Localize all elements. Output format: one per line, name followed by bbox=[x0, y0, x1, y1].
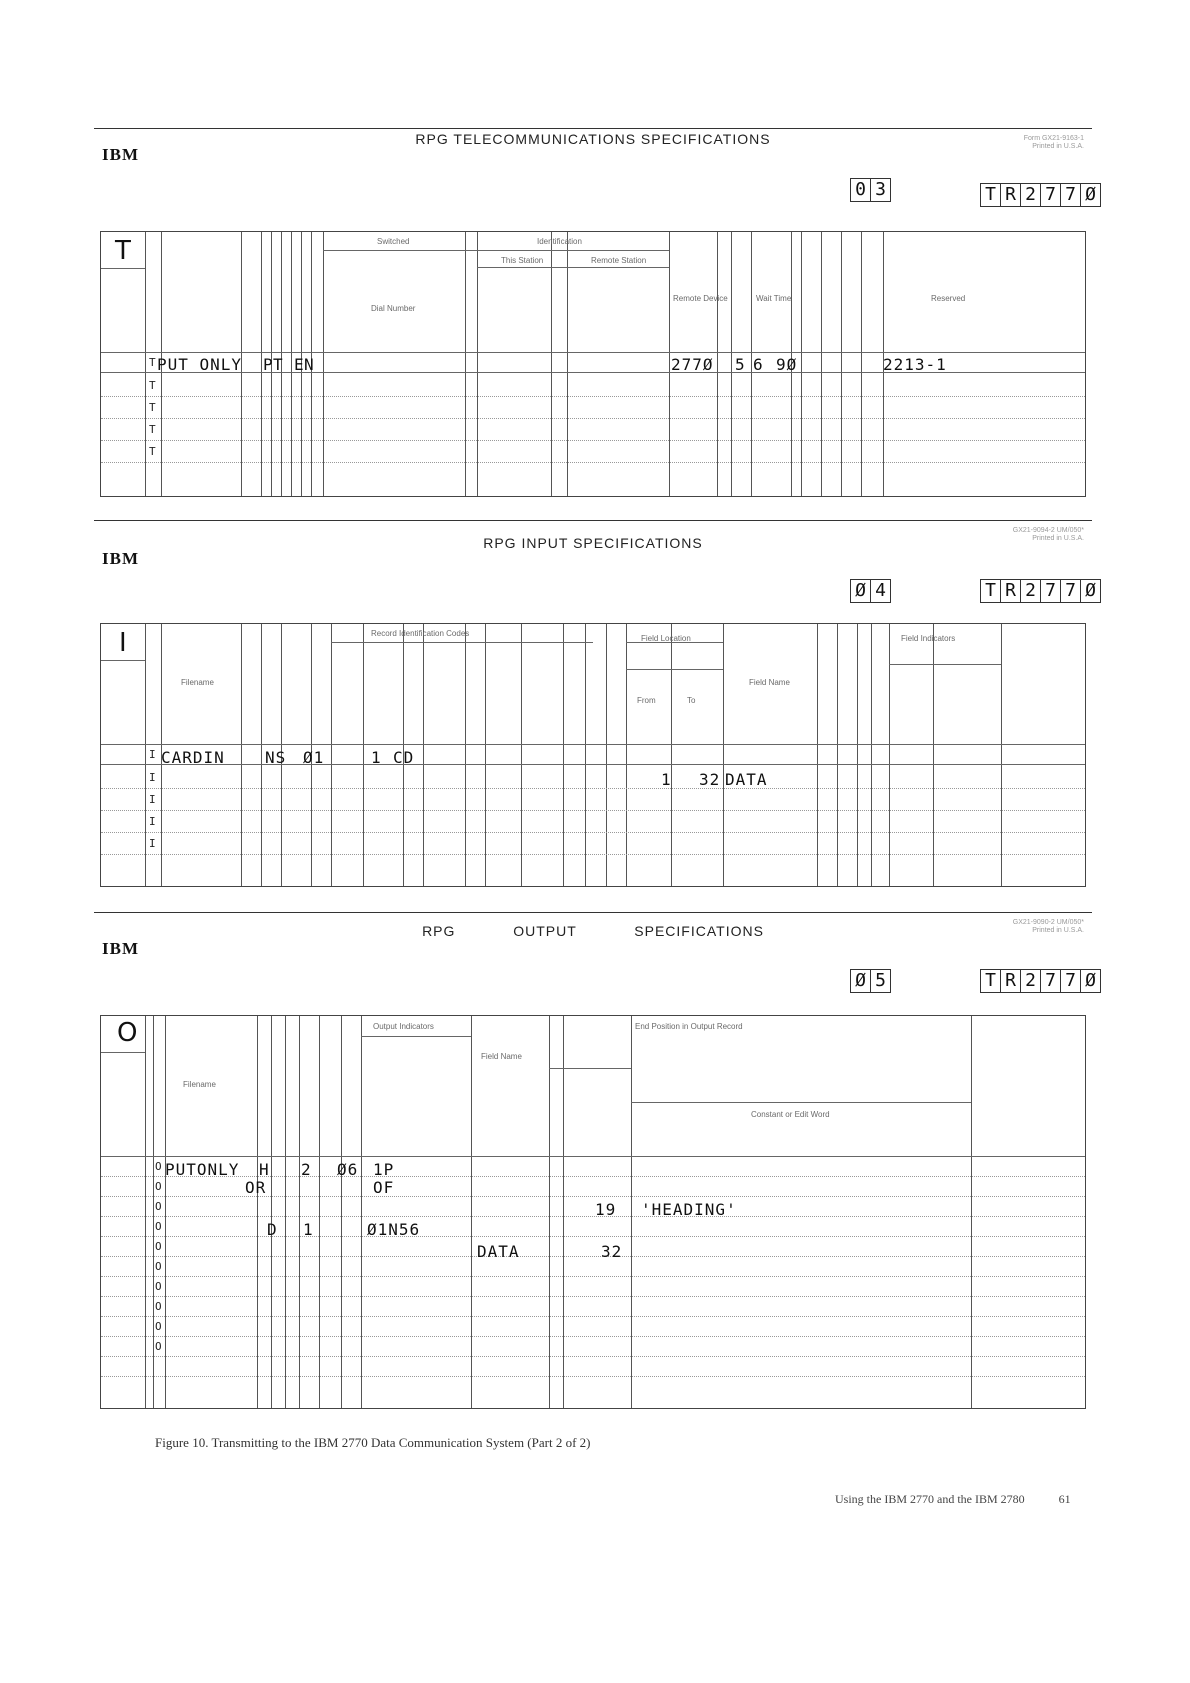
row-mark: O bbox=[155, 1220, 162, 1233]
record-id-header: Record Identification Codes bbox=[371, 629, 470, 638]
page-digit: 4 bbox=[871, 579, 891, 603]
output-title-rpg: RPG bbox=[422, 923, 456, 939]
id-char: 2 bbox=[1021, 969, 1041, 993]
output-row2-ind: OF bbox=[373, 1178, 395, 1197]
input-to: 32 bbox=[699, 770, 721, 789]
id-char: 7 bbox=[1041, 579, 1061, 603]
id-char: Ø bbox=[1081, 579, 1101, 603]
input-program-id bbox=[980, 579, 1101, 603]
telecom-type2: T bbox=[273, 355, 284, 374]
row-mark: I bbox=[149, 771, 156, 784]
remote-device-header: Remote Device bbox=[673, 294, 728, 303]
input-position: 1 bbox=[371, 748, 382, 767]
field-name-header: Field Name bbox=[481, 1052, 522, 1061]
page-digit: 3 bbox=[871, 178, 891, 202]
input-grid bbox=[100, 623, 1086, 887]
id-char: 7 bbox=[1041, 183, 1061, 207]
output-row4-space: 1 bbox=[303, 1220, 314, 1239]
output-row1-type: H bbox=[259, 1160, 270, 1179]
field-location-header: Field Location bbox=[641, 634, 691, 643]
id-char: R bbox=[1001, 579, 1021, 603]
row-mark: O bbox=[155, 1300, 162, 1313]
output-title-output: OUTPUT bbox=[513, 923, 577, 939]
output-grid bbox=[100, 1015, 1086, 1409]
id-char: 2 bbox=[1021, 579, 1041, 603]
row-mark: I bbox=[149, 815, 156, 828]
telecom-printed: Printed in U.S.A. bbox=[1032, 143, 1084, 150]
id-char: Ø bbox=[1081, 183, 1101, 207]
telecom-mode: E bbox=[294, 355, 305, 374]
row-mark: T bbox=[149, 379, 156, 392]
row-mark: I bbox=[149, 793, 156, 806]
page-digit: Ø bbox=[850, 579, 871, 603]
row-mark: I bbox=[149, 837, 156, 850]
ibm-logo: IBM bbox=[102, 939, 139, 958]
output-title-specifications: SPECIFICATIONS bbox=[634, 923, 764, 939]
output-form-letter: O bbox=[117, 1018, 138, 1048]
input-filename: CARDIN bbox=[161, 748, 225, 767]
telecom-program-id bbox=[980, 183, 1101, 207]
page-number: 61 bbox=[1058, 1492, 1071, 1506]
input-code: CD bbox=[393, 748, 415, 767]
field-name-header: Field Name bbox=[749, 678, 790, 687]
output-row5-end: 32 bbox=[601, 1242, 623, 1261]
row-mark: I bbox=[149, 748, 156, 761]
output-printed: Printed in U.S.A. bbox=[1032, 927, 1084, 934]
output-row1-ind: 1P bbox=[373, 1160, 395, 1179]
telecom-buffer: 6 bbox=[753, 355, 764, 374]
output-row1-skip: Ø6 bbox=[337, 1160, 359, 1179]
input-title: RPG INPUT SPECIFICATIONS bbox=[483, 535, 703, 551]
telecom-title: RPG TELECOMMUNICATIONS SPECIFICATIONS bbox=[415, 131, 771, 147]
input-sequence: NS bbox=[265, 748, 287, 767]
output-row4-type: D bbox=[267, 1220, 278, 1239]
telecom-reserved: 2213-1 bbox=[883, 355, 947, 374]
output-row2-name: OR bbox=[245, 1178, 267, 1197]
ibm-logo: IBM bbox=[102, 549, 139, 568]
output-row1-name: PUTONLY bbox=[165, 1160, 240, 1179]
row-mark: T bbox=[149, 445, 156, 458]
row-mark: O bbox=[155, 1180, 162, 1193]
telecom-wait: 9Ø bbox=[776, 355, 798, 374]
row-mark: O bbox=[155, 1240, 162, 1253]
reserved-header: Reserved bbox=[931, 294, 966, 303]
output-page-number bbox=[850, 969, 891, 993]
telecom-type: P bbox=[263, 355, 274, 374]
remote-station-header: Remote Station bbox=[591, 256, 647, 265]
id-char: R bbox=[1001, 183, 1021, 207]
input-printed: Printed in U.S.A. bbox=[1032, 535, 1084, 542]
row-mark: O bbox=[155, 1280, 162, 1293]
id-char: T bbox=[980, 183, 1001, 207]
id-char: 7 bbox=[1061, 579, 1081, 603]
page-digit: 5 bbox=[871, 969, 891, 993]
field-indicators-header: Field Indicators bbox=[901, 634, 956, 643]
id-char: 7 bbox=[1061, 183, 1081, 207]
page-footer bbox=[835, 1492, 1071, 1507]
input-form bbox=[94, 520, 1096, 887]
to-header: To bbox=[687, 696, 696, 705]
output-form-number: GX21-9090-2 UM/050* bbox=[1012, 919, 1084, 926]
identification-header: Identification bbox=[537, 237, 582, 246]
output-program-id bbox=[980, 969, 1101, 993]
this-station-header: This Station bbox=[501, 256, 544, 265]
input-indicator: Ø1 bbox=[303, 748, 325, 767]
wait-time-header: Wait Time bbox=[756, 294, 792, 303]
id-char: 7 bbox=[1041, 969, 1061, 993]
output-indicators-header: Output Indicators bbox=[373, 1022, 434, 1031]
telecom-form-number: Form GX21-9163-1 bbox=[1023, 135, 1084, 142]
row-mark: O bbox=[155, 1320, 162, 1333]
output-row3-const: 'HEADING' bbox=[641, 1200, 737, 1219]
input-from: 1 bbox=[661, 770, 672, 789]
id-char: T bbox=[980, 579, 1001, 603]
id-char: Ø bbox=[1081, 969, 1101, 993]
end-position-header: End Position in Output Record bbox=[635, 1022, 743, 1031]
telecom-page-number bbox=[850, 178, 891, 202]
output-form bbox=[94, 912, 1096, 1409]
input-form-number: GX21-9094-2 UM/050* bbox=[1012, 527, 1084, 534]
output-row4-ind: Ø1N56 bbox=[367, 1220, 421, 1239]
id-char: 2 bbox=[1021, 183, 1041, 207]
row-mark: T bbox=[149, 401, 156, 414]
row-mark: O bbox=[155, 1200, 162, 1213]
page-digit: Ø bbox=[850, 969, 871, 993]
id-char: T bbox=[980, 969, 1001, 993]
input-form-letter: I bbox=[119, 628, 127, 658]
id-char: R bbox=[1001, 969, 1021, 993]
switched-header: Switched bbox=[377, 237, 410, 246]
row-mark: T bbox=[149, 356, 156, 369]
telecom-mode2: N bbox=[304, 355, 315, 374]
output-title bbox=[94, 923, 1092, 939]
row-mark: T bbox=[149, 423, 156, 436]
from-header: From bbox=[637, 696, 656, 705]
telecom-form-letter: T bbox=[115, 236, 131, 266]
telecom-form bbox=[94, 128, 1096, 497]
output-row1-space: 2 bbox=[301, 1160, 312, 1179]
input-field-name: DATA bbox=[725, 770, 768, 789]
row-mark: O bbox=[155, 1160, 162, 1173]
input-page-number bbox=[850, 579, 891, 603]
output-row5-field: DATA bbox=[477, 1242, 520, 1261]
filename-header: Filename bbox=[181, 678, 214, 687]
row-mark: O bbox=[155, 1260, 162, 1273]
telecom-grid bbox=[100, 231, 1086, 497]
ibm-logo: IBM bbox=[102, 145, 139, 164]
filename-header: Filename bbox=[183, 1080, 216, 1089]
telecom-filename: PUT ONLY bbox=[157, 355, 243, 374]
id-char: 7 bbox=[1061, 969, 1081, 993]
row-mark: O bbox=[155, 1340, 162, 1353]
footer-text: Using the IBM 2770 and the IBM 2780 bbox=[835, 1492, 1025, 1506]
output-row3-end: 19 bbox=[595, 1200, 617, 1219]
page-digit: 0 bbox=[850, 178, 871, 202]
telecom-permanent: 5 bbox=[735, 355, 746, 374]
figure-caption: Figure 10. Transmitting to the IBM 2770 Data Communication System (Part 2 of 2) bbox=[155, 1435, 591, 1450]
telecom-device: 277Ø bbox=[671, 355, 714, 374]
constant-header: Constant or Edit Word bbox=[751, 1110, 830, 1119]
dial-number-header: Dial Number bbox=[371, 304, 416, 313]
